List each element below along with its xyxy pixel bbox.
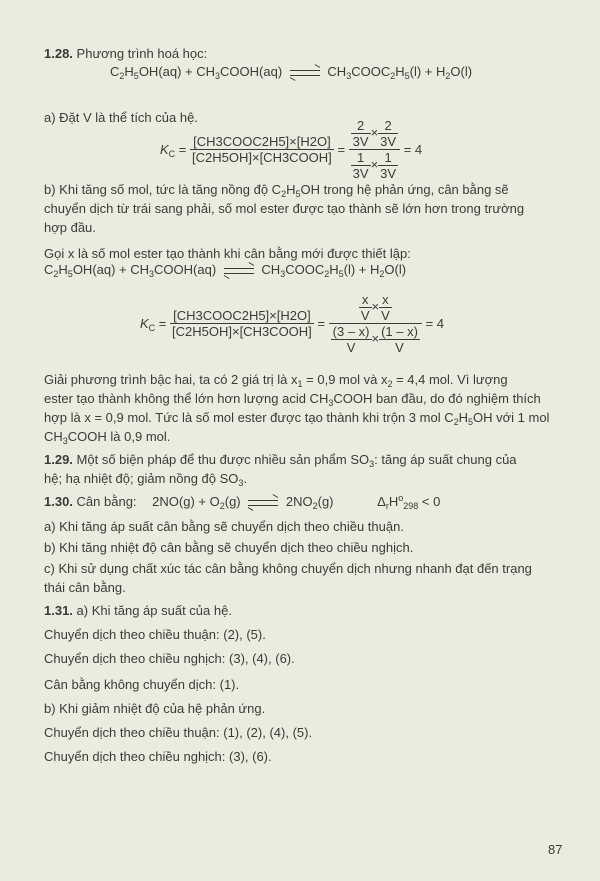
problem-1-31-a3: Cân bằng không chuyển dịch: (1).	[44, 677, 240, 692]
problem-1-31-a: 1.31. a) Khi tăng áp suất của hệ.	[44, 603, 232, 618]
solve-line-3: hợp là x = 0,9 mol. Tức là số mol ester được tạo thành khi trộn 3 mol $C_2H_5OH$ với 1 mol	[44, 410, 550, 427]
reaction-equation-1: $C_2H_5OH(aq)$ + $CH_3COOH(aq)$ $CH_3COOC_2H_5(l) + H_2O(l)$	[110, 64, 473, 81]
problem-1-31-b1: Chuyển dịch theo chiều thuận: (1), (2), (4), (5).	[44, 725, 313, 740]
problem-1-30-c-line-2: thái cân bằng.	[44, 580, 126, 595]
reaction-equation-2: $C_2H_5OH(aq)$ + $CH_3COOH(aq)$ $CH_3COOC_2H_5(l) + H_2O(l)$	[44, 262, 407, 279]
problem-number: 1.28.	[44, 46, 73, 61]
solve-line-2: ester tạo thành không thể lớn hơn lượng acid $CH_3COOH$ ban đầu, do đó nghiệm thích	[44, 391, 541, 408]
problem-1-31-a2: Chuyển dịch theo chiều nghịch: (3), (4), (6).	[44, 651, 295, 666]
part-a-text: a) Đặt V là thể tích của hệ.	[44, 110, 198, 125]
kc-expression-2: $K_C$ = $\frac{\text{[CH3COOC2H5]×[H2O]}}{\text{[C2H5OH]×[CH3COOH]}}$ = $\frac{x}{V}$ × $\frac{x}{V}$ $\frac{(3 - x)}{V}$ × $\frac{(1 - x)}{V}$ = 4	[140, 292, 444, 355]
solve-line-4: $CH_3COOH$ là 0,9 mol.	[44, 429, 171, 446]
part-b-line-2: chuyển dịch từ trái sang phải, số mol ester được tạo thành sẽ lớn hơn trong trường	[44, 201, 525, 216]
problem-1-30-c-line-1: c) Khi sử dụng chất xúc tác cân bằng không chuyển dịch nhưng nhanh đạt đến trạng	[44, 561, 532, 576]
solve-line-1: Giải phương trình bậc hai, ta có 2 giá trị là $x_1 = 0,9$ mol và $x_2 = 4,4$ mol. Vì lượng	[44, 372, 508, 389]
part-b-line-3: hợp đầu.	[44, 220, 96, 235]
problem-1-31-a1: Chuyển dịch theo chiều thuận: (2), (5).	[44, 627, 266, 642]
equilibrium-arrow	[290, 68, 320, 78]
let-x-text: Gọi x là số mol ester tạo thành khi cân bằng mới được thiết lập:	[44, 246, 411, 261]
equilibrium-arrow	[248, 498, 278, 508]
problem-1-30-a: a) Khi tăng áp suất cân bằng sẽ chuyển dịch theo chiều thuận.	[44, 519, 404, 534]
page-number: 87	[548, 842, 563, 857]
problem-1-29-line-2: hệ; hạ nhiệt độ; giảm nồng độ $SO_3$.	[44, 471, 248, 488]
equilibrium-arrow	[224, 266, 254, 276]
problem-1-30-b: b) Khi tăng nhiệt độ cân bằng sẽ chuyển dịch theo chiều nghịch.	[44, 540, 414, 555]
kc-expression-1: $K_C$ = $\frac{\text{[CH3COOC2H5]×[H2O]}}{\text{[C2H5OH]×[CH3COOH]}}$ = $\frac{2}{3V}$ × $\frac{2}{3V}$ $\frac{1}{3V}$ × $\frac{1}{3V}$ = 4	[160, 118, 423, 181]
problem-1-29-line-1: 1.29. Một số biện pháp để thu được nhiều sản phẩm $SO_3$: tăng áp suất chung của	[44, 452, 517, 469]
part-b-line-1: b) Khi tăng số mol, tức là tăng nồng độ $C_2H_5OH$ trong hệ phản ứng, cân bằng sẽ	[44, 182, 509, 199]
problem-1-30-equation: 1.30. Cân bằng: $2NO(g) + O_2(g)$ $2NO_2(g) \Delta_rH^o_{298} < 0$	[44, 493, 441, 511]
problem-1-31-b2: Chuyển dịch theo chiều nghịch: (3), (6).	[44, 749, 272, 764]
kc1-denominator: [C2H5OH]×[CH3COOH]	[192, 150, 332, 165]
kc1-numerator: [CH3COOC2H5]×[H2O]	[190, 134, 334, 150]
enthalpy-term: $\Delta_rH^o_{298} < 0$	[377, 493, 441, 511]
heading-1-28	[44, 46, 207, 62]
problem-1-31-b: b) Khi giảm nhiệt độ của hệ phản ứng.	[44, 701, 266, 716]
heading-text: Phương trình hoá học:	[76, 46, 208, 61]
